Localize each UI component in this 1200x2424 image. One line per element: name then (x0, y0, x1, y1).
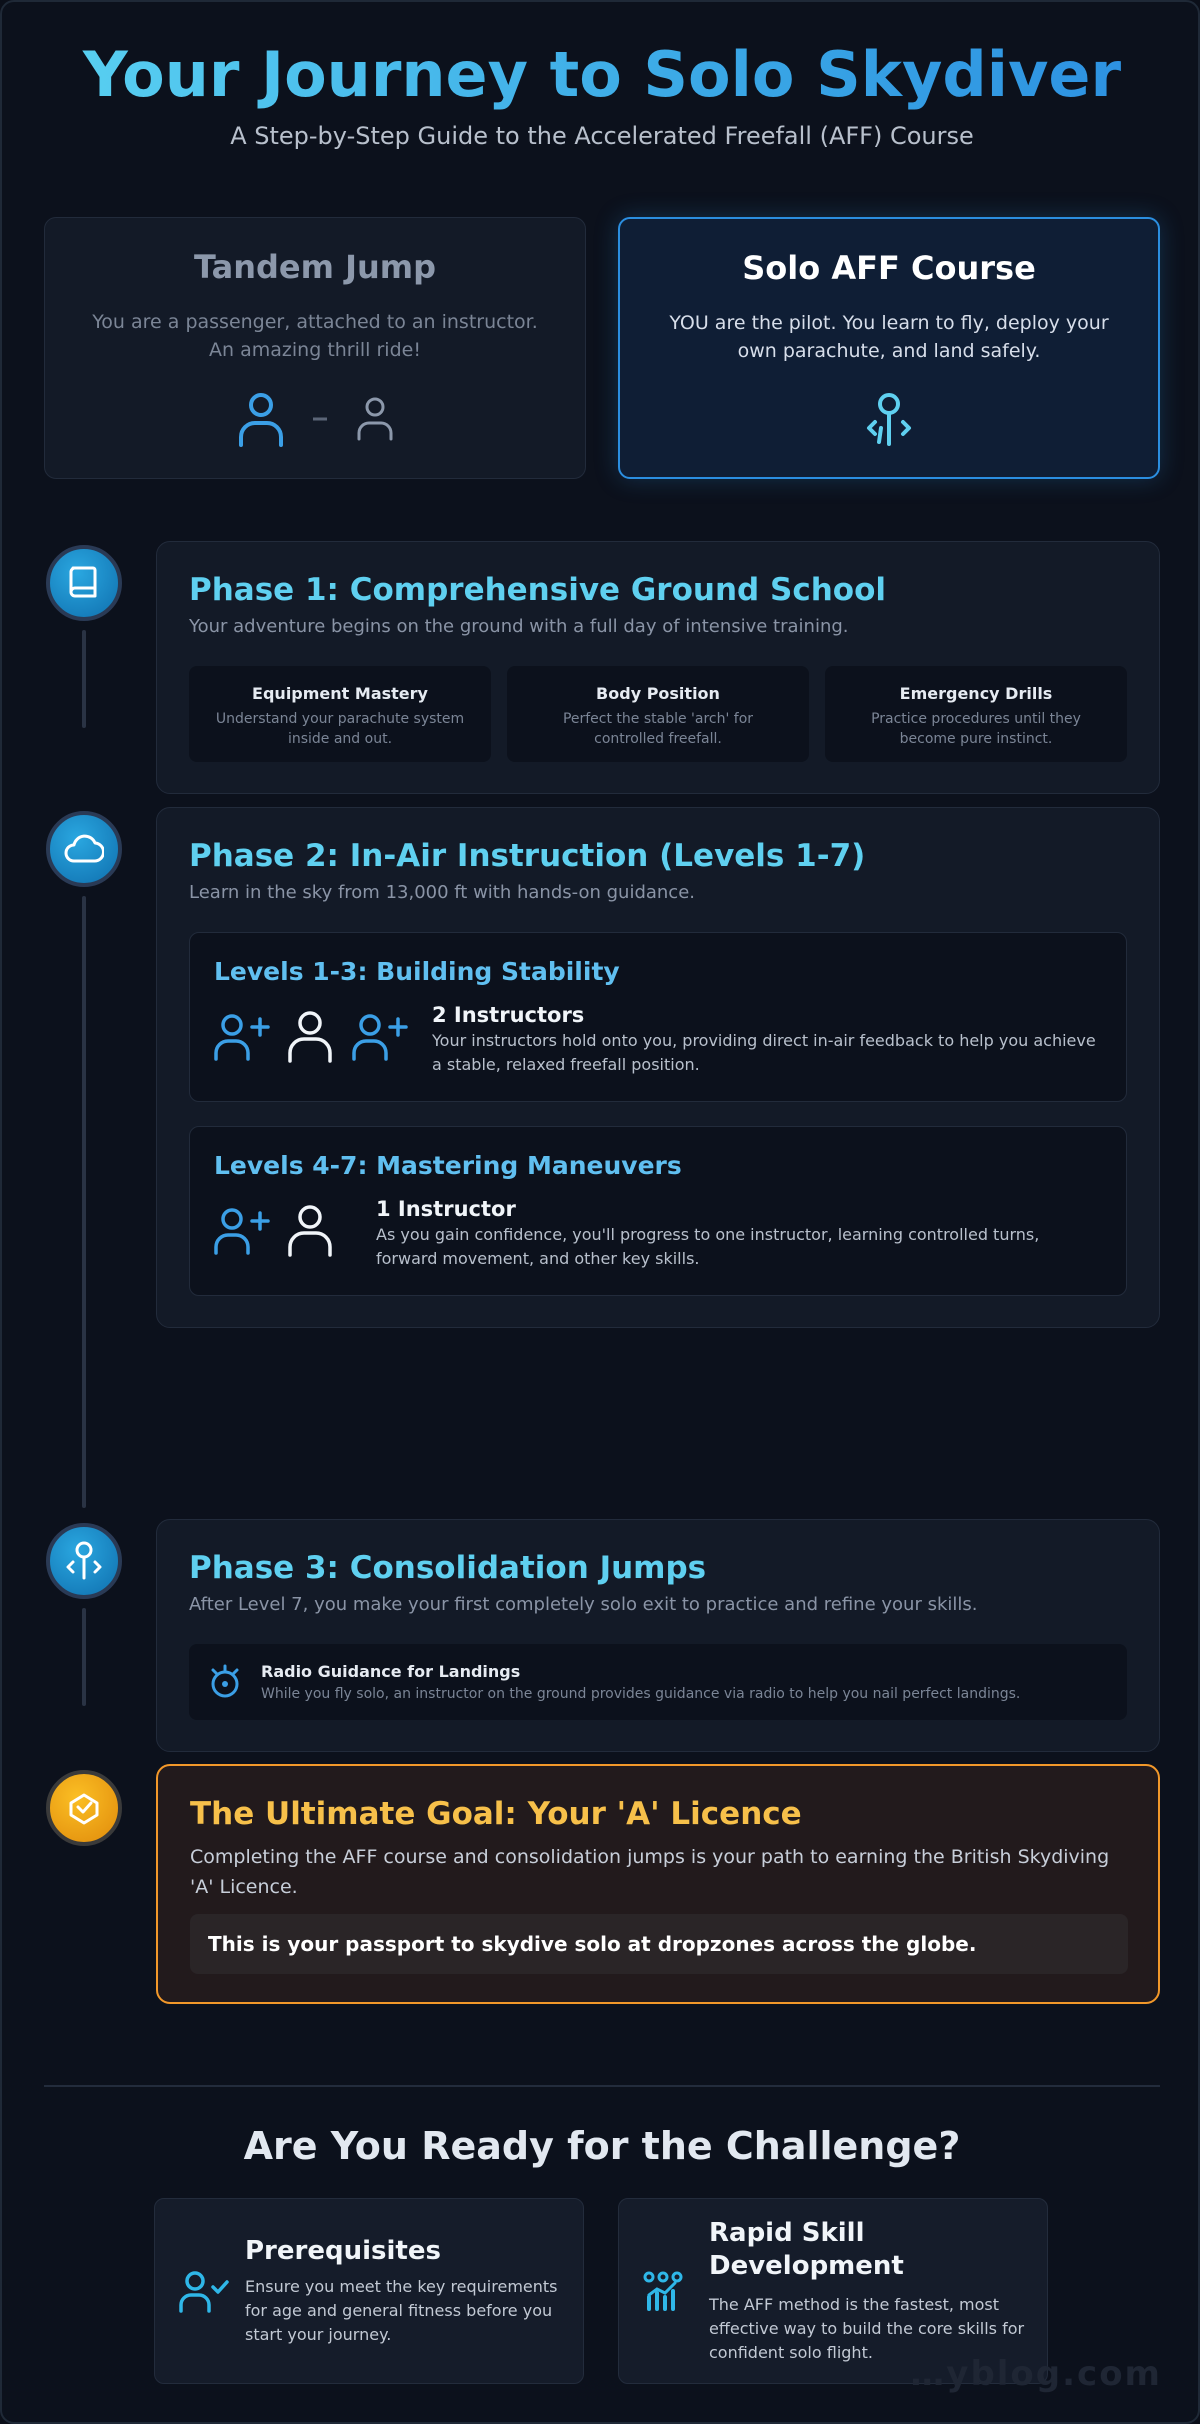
student-icon (284, 1203, 336, 1257)
radio-guidance-box (189, 1644, 1127, 1720)
rapid-skill-text: The AFF method is the fastest, most effective way to build the core skills for confident solo flight. (709, 2295, 1025, 2362)
tandem-jump-card (44, 217, 586, 479)
add-instructor-icon (350, 1011, 408, 1061)
phase-1-lead: Your adventure begins on the ground with a full day of intensive training. (189, 616, 849, 637)
phase-1-node (46, 545, 122, 621)
phase-1-title: Phase 1: Comprehensive Ground School (189, 572, 887, 608)
phase-3-card (156, 1519, 1160, 1752)
user-check-icon (177, 2269, 229, 2315)
skydiver-icon (861, 390, 917, 450)
tandem-title: Tandem Jump (193, 248, 437, 286)
tandem-text: You are a passenger, attached to an instructor. An amazing thrill ride! (92, 311, 538, 361)
add-instructor-icon (212, 1205, 270, 1255)
phase-3-node (46, 1523, 122, 1599)
instructor-icon (353, 395, 397, 443)
radio-guidance-text: While you fly solo, an instructor on the ground provides guidance via radio to help you nail perfect landings. (261, 1686, 1021, 1702)
skills-chart-icon (641, 2269, 687, 2315)
prerequisites-card (154, 2198, 584, 2384)
levels-1-3-text: Your instructors hold onto you, providing direct in-air feedback to help you achieve a stable, relaxed freefall position. (432, 1031, 1096, 1074)
levels-4-7-title: Levels 4-7: Mastering Maneuvers (214, 1151, 682, 1180)
prerequisites-title: Prerequisites (245, 2236, 441, 2266)
add-instructor-icon (212, 1011, 270, 1061)
goal-title: The Ultimate Goal: Your 'A' Licence (190, 1796, 802, 1832)
skill-emergency-drills: Emergency Drills Practice procedures until they become pure instinct. (825, 666, 1127, 762)
goal-lead: Completing the AFF course and consolidation jumps is your path to earning the British Skydiving 'A' Licence. (190, 1846, 1110, 1898)
radio-guidance-title: Radio Guidance for Landings (261, 1662, 521, 1681)
one-instructor-icon-group (212, 1203, 336, 1257)
ready-heading: Are You Ready for the Challenge? (243, 2124, 961, 2168)
levels-1-3-instructor-count: 2 Instructors (432, 1003, 585, 1027)
levels-4-7-card (189, 1126, 1127, 1296)
section-divider (44, 2085, 1160, 2087)
levels-4-7-text: As you gain confidence, you'll progress to one instructor, learning controlled turns, forward movement, and other key skills. (376, 1225, 1040, 1268)
skydiver-icon (64, 1540, 104, 1582)
badge-icon (65, 1789, 103, 1827)
radio-icon (205, 1662, 245, 1702)
phase-2-lead: Learn in the sky from 13,000 ft with hands-on guidance. (189, 882, 695, 903)
timeline-segment (82, 630, 86, 728)
book-icon (67, 564, 101, 602)
phase-2-card (156, 807, 1160, 1328)
cloud-icon (64, 833, 104, 865)
goal-passport-callout: This is your passport to skydive solo at dropzones across the globe. (190, 1914, 1128, 1974)
goal-node (46, 1770, 122, 1846)
levels-1-3-card (189, 932, 1127, 1102)
timeline-segment (82, 896, 86, 1508)
levels-4-7-instructor-count: 1 Instructor (376, 1197, 516, 1221)
phase-3-lead: After Level 7, you make your first completely solo exit to practice and refine your skills. (189, 1594, 978, 1615)
student-icon (284, 1009, 336, 1063)
attached-persons-icon (45, 384, 585, 454)
solo-aff-card (618, 217, 1160, 479)
prerequisites-text: Ensure you meet the key requirements for age and general fitness before you start your journey. (245, 2277, 558, 2344)
phase-1-card (156, 541, 1160, 794)
skill-body-position: Body Position Perfect the stable 'arch' for controlled freefall. (507, 666, 809, 762)
solo-text: YOU are the pilot. You learn to fly, deploy your own parachute, and land safely. (669, 312, 1109, 362)
goal-card (156, 1764, 1160, 2004)
phase-2-title: Phase 2: In-Air Instruction (Levels 1-7) (189, 838, 866, 874)
two-instructors-icon-group (212, 1009, 408, 1063)
solo-title: Solo AFF Course (742, 249, 1036, 287)
phase-2-node (46, 811, 122, 887)
link-dash-icon (311, 414, 331, 424)
skill-equipment-mastery: Equipment Mastery Understand your parachute system inside and out. (189, 666, 491, 762)
passenger-icon (233, 389, 289, 449)
phase-3-title: Phase 3: Consolidation Jumps (189, 1550, 707, 1586)
page-title: Your Journey to Solo Skydiver (2, 38, 1200, 111)
timeline-segment (82, 1608, 86, 1706)
levels-1-3-title: Levels 1-3: Building Stability (214, 957, 620, 986)
watermark-text: …yblog.com (910, 2354, 1162, 2394)
page-subtitle: A Step-by-Step Guide to the Accelerated Freefall (AFF) Course (230, 122, 974, 150)
rapid-skill-title: Rapid Skill Development (709, 2218, 904, 2281)
